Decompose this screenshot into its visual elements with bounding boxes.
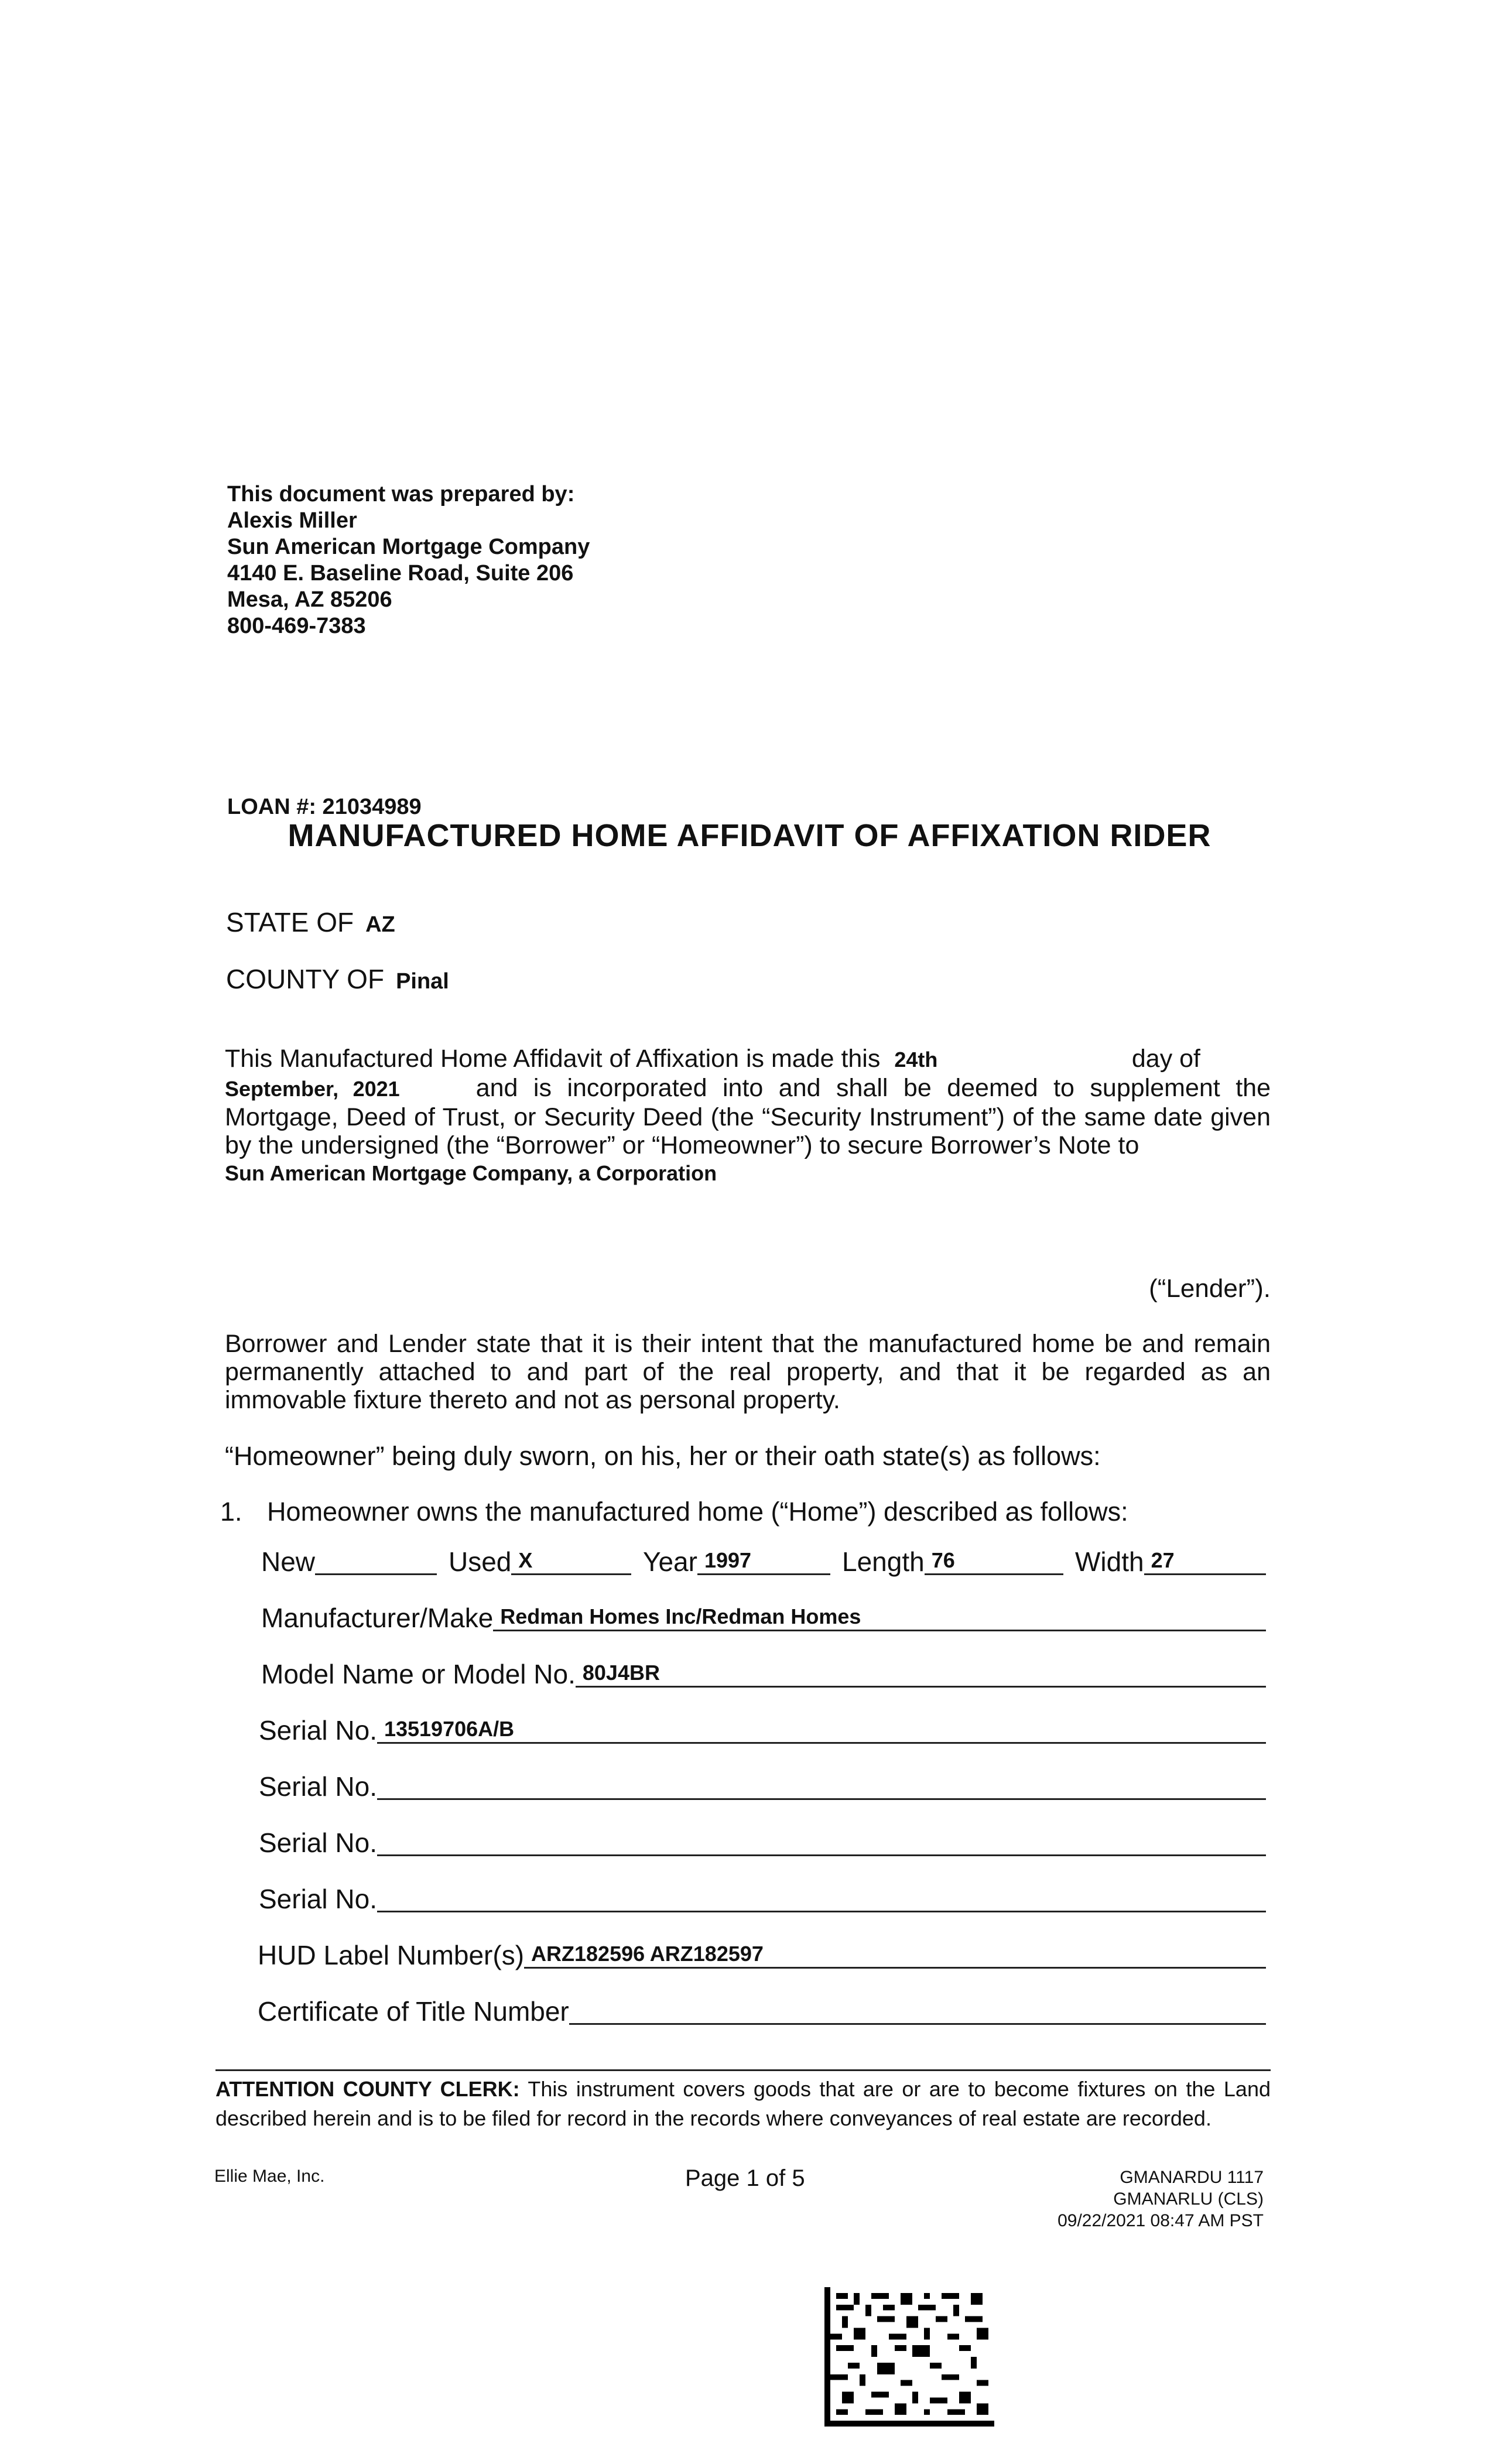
preparer-company: Sun American Mortgage Company xyxy=(227,535,590,559)
serial-row-2 xyxy=(259,1771,1266,1802)
county-label: COUNTY OF xyxy=(226,964,385,994)
serial-row-3 xyxy=(259,1827,1266,1859)
model-row xyxy=(261,1658,1266,1690)
attention-text: This instrument covers goods that are or are to become fixtures on the Land described herein and is to be filed for record in the records where conveyances of real estate are recorded. xyxy=(215,2077,1271,2130)
attention-heading: ATTENTION COUNTY CLERK: xyxy=(215,2077,520,2101)
hud-field[interactable]: ARZ182596 ARZ182597 xyxy=(524,1941,1266,1969)
serial-row-4 xyxy=(259,1883,1266,1915)
form-code-2: GMANARLU (CLS) xyxy=(1113,2189,1264,2209)
state-line xyxy=(226,906,395,938)
year-field[interactable]: 1997 xyxy=(697,1548,830,1575)
item-1-text: Homeowner owns the manufactured home (“Home”) described as follows: xyxy=(267,1497,1128,1527)
title-number-label: Certificate of Title Number xyxy=(258,1996,569,2027)
intro-text-part2: day of xyxy=(1131,1045,1200,1073)
serial-field[interactable] xyxy=(377,1885,1266,1912)
form-timestamp: 09/22/2021 08:47 AM PST xyxy=(1057,2211,1264,2230)
attention-notice xyxy=(215,2075,1271,2133)
form-code-1: GMANARDU 1117 xyxy=(1120,2168,1264,2187)
state-value: AZ xyxy=(365,912,395,937)
document-title: MANUFACTURED HOME AFFIDAVIT OF AFFIXATION RIDER xyxy=(288,818,1211,853)
state-label: STATE OF xyxy=(226,907,354,937)
preparer-address-line2: Mesa, AZ 85206 xyxy=(227,587,392,612)
title-number-field[interactable] xyxy=(569,1997,1266,2025)
width-field[interactable]: 27 xyxy=(1144,1548,1266,1575)
intro-text-part3: and is incorporated into and shall be deemed to supplement the Mortgage, Deed of Trust, or Security Deed (the “Security Instrument”) of the same date given by the undersigned (the “Borrower” or “Homeowner”) to secure Borrower’s Note to xyxy=(225,1074,1271,1159)
intro-day: 24th xyxy=(894,1048,938,1072)
prepared-by-heading: This document was prepared by: xyxy=(227,482,575,507)
manufacturer-label: Manufacturer/Make xyxy=(261,1603,494,1633)
item-1-number: 1. xyxy=(220,1497,242,1527)
home-basic-fields xyxy=(261,1546,1266,1577)
model-label: Model Name or Model No. xyxy=(261,1659,576,1689)
width-label: Width xyxy=(1075,1546,1144,1577)
sworn-statement: “Homeowner” being duly sworn, on his, her or their oath state(s) as follows: xyxy=(225,1441,1101,1471)
lender-suffix: (“Lender”). xyxy=(1149,1274,1271,1303)
length-label: Length xyxy=(842,1546,925,1577)
model-field[interactable]: 80J4BR xyxy=(576,1660,1266,1688)
datamatrix-barcode xyxy=(824,2287,994,2427)
serial-field[interactable]: 13519706A/B xyxy=(377,1716,1266,1744)
preparer-phone: 800-469-7383 xyxy=(227,614,366,638)
manufacturer-row xyxy=(261,1602,1266,1634)
loan-number: LOAN #: 21034989 xyxy=(227,795,422,819)
used-field[interactable]: X xyxy=(511,1548,631,1575)
preparer-name: Alexis Miller xyxy=(227,508,357,533)
item-1 xyxy=(220,1497,1128,1527)
serial-field[interactable] xyxy=(377,1829,1266,1856)
intro-paragraph xyxy=(225,1045,1271,1187)
intent-paragraph: Borrower and Lender state that it is their intent that the manufactured home be and remain permanently attached to and part of the real property, and that it be regarded as an immovable fixture thereto and not as personal property. xyxy=(225,1330,1271,1414)
serial-label: Serial No. xyxy=(259,1828,377,1858)
new-label: New xyxy=(261,1546,316,1577)
serial-label: Serial No. xyxy=(259,1884,377,1914)
footer-vendor: Ellie Mae, Inc. xyxy=(214,2167,325,2186)
intro-text-part1: This Manufactured Home Affidavit of Affixation is made this xyxy=(225,1045,881,1073)
hud-row xyxy=(258,1939,1266,1971)
used-label: Used xyxy=(449,1546,512,1577)
manufacturer-field[interactable]: Redman Homes Inc/Redman Homes xyxy=(493,1604,1266,1631)
county-value: Pinal xyxy=(396,969,449,994)
length-field[interactable]: 76 xyxy=(925,1548,1063,1575)
intro-month-year: September, 2021 xyxy=(225,1077,400,1101)
county-line xyxy=(226,963,449,995)
page-number: Page 1 of 5 xyxy=(685,2165,805,2191)
footer-form-codes xyxy=(995,2167,1264,2232)
preparer-address-line1: 4140 E. Baseline Road, Suite 206 xyxy=(227,561,574,586)
title-number-row xyxy=(258,1996,1266,2027)
prepared-by-block xyxy=(227,481,590,639)
year-label: Year xyxy=(643,1546,697,1577)
serial-field[interactable] xyxy=(377,1772,1266,1800)
hud-label: HUD Label Number(s) xyxy=(258,1940,525,1970)
lender-name: Sun American Mortgage Company, a Corporation xyxy=(225,1161,717,1185)
serial-label: Serial No. xyxy=(259,1715,377,1746)
new-field[interactable] xyxy=(315,1548,437,1575)
attention-divider xyxy=(215,2069,1271,2071)
serial-label: Serial No. xyxy=(259,1771,377,1802)
serial-row-1 xyxy=(259,1714,1266,1746)
